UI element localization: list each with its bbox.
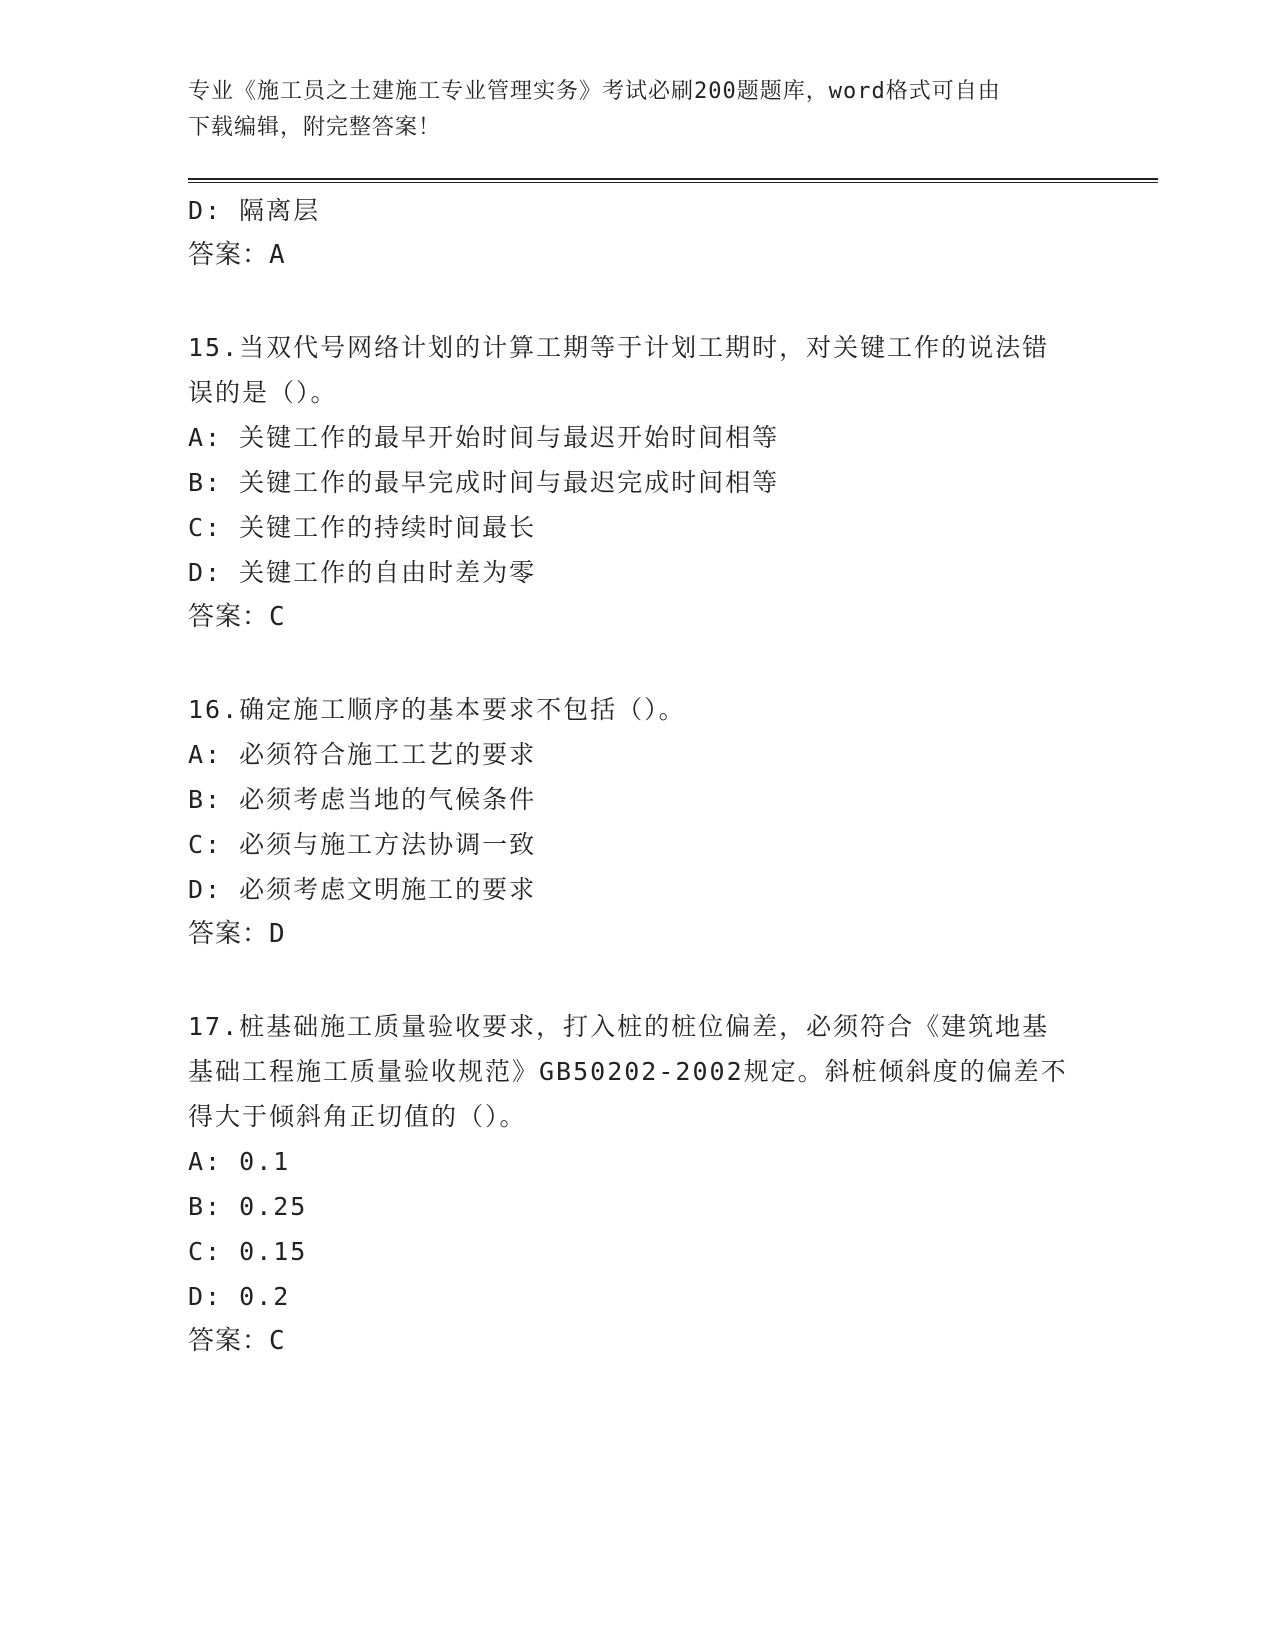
- option-b: B: 必须考虑当地的气候条件: [188, 785, 537, 814]
- prev-option-d: D: 隔离层: [188, 196, 321, 225]
- question-15: [188, 325, 1088, 640]
- question-stem: 17.桩基础施工质量验收要求，打入桩的桩位偏差，必须符合《建筑地基基础工程施工质量验收规范》GB50202-2002规定。斜桩倾斜度的偏差不得大于倾斜角正切值的（）。: [188, 1012, 1068, 1131]
- option-a: A: 必须符合施工工艺的要求: [188, 740, 537, 769]
- answer: 答案：C: [188, 1326, 286, 1356]
- option-d: D: 0.2: [188, 1282, 291, 1311]
- question-stem: 16.确定施工顺序的基本要求不包括（）。: [188, 695, 686, 724]
- question-17: [188, 1004, 1088, 1364]
- option-a: A: 关键工作的最早开始时间与最迟开始时间相等: [188, 423, 780, 452]
- header-line-2: 下载编辑，附完整答案！: [188, 115, 442, 140]
- question-stem: 15.当双代号网络计划的计算工期等于计划工期时，对关键工作的说法错误的是（）。: [188, 333, 1050, 407]
- answer: 答案：D: [188, 919, 286, 949]
- option-c: C: 必须与施工方法协调一致: [188, 830, 537, 859]
- answer: 答案：C: [188, 602, 286, 632]
- document-header: [188, 74, 1088, 146]
- option-a: A: 0.1: [188, 1147, 291, 1176]
- spacer: [188, 640, 1088, 687]
- option-d: D: 关键工作的自由时差为零: [188, 558, 537, 587]
- option-b: B: 关键工作的最早完成时间与最迟完成时间相等: [188, 468, 780, 497]
- header-divider-thick: [188, 178, 1158, 180]
- question-list: [188, 188, 1088, 1364]
- option-c: C: 0.15: [188, 1237, 308, 1266]
- header-line-1: 专业《施工员之土建施工专业管理实务》考试必刷200题题库，word格式可自由: [188, 79, 1001, 104]
- header-divider-thin: [188, 182, 1158, 183]
- option-c: C: 关键工作的持续时间最长: [188, 513, 537, 542]
- option-d: D: 必须考虑文明施工的要求: [188, 875, 537, 904]
- prev-answer: 答案：A: [188, 240, 286, 270]
- spacer: [188, 957, 1088, 1004]
- option-b: B: 0.25: [188, 1192, 308, 1221]
- spacer: [188, 278, 1088, 325]
- question-16: [188, 687, 1088, 957]
